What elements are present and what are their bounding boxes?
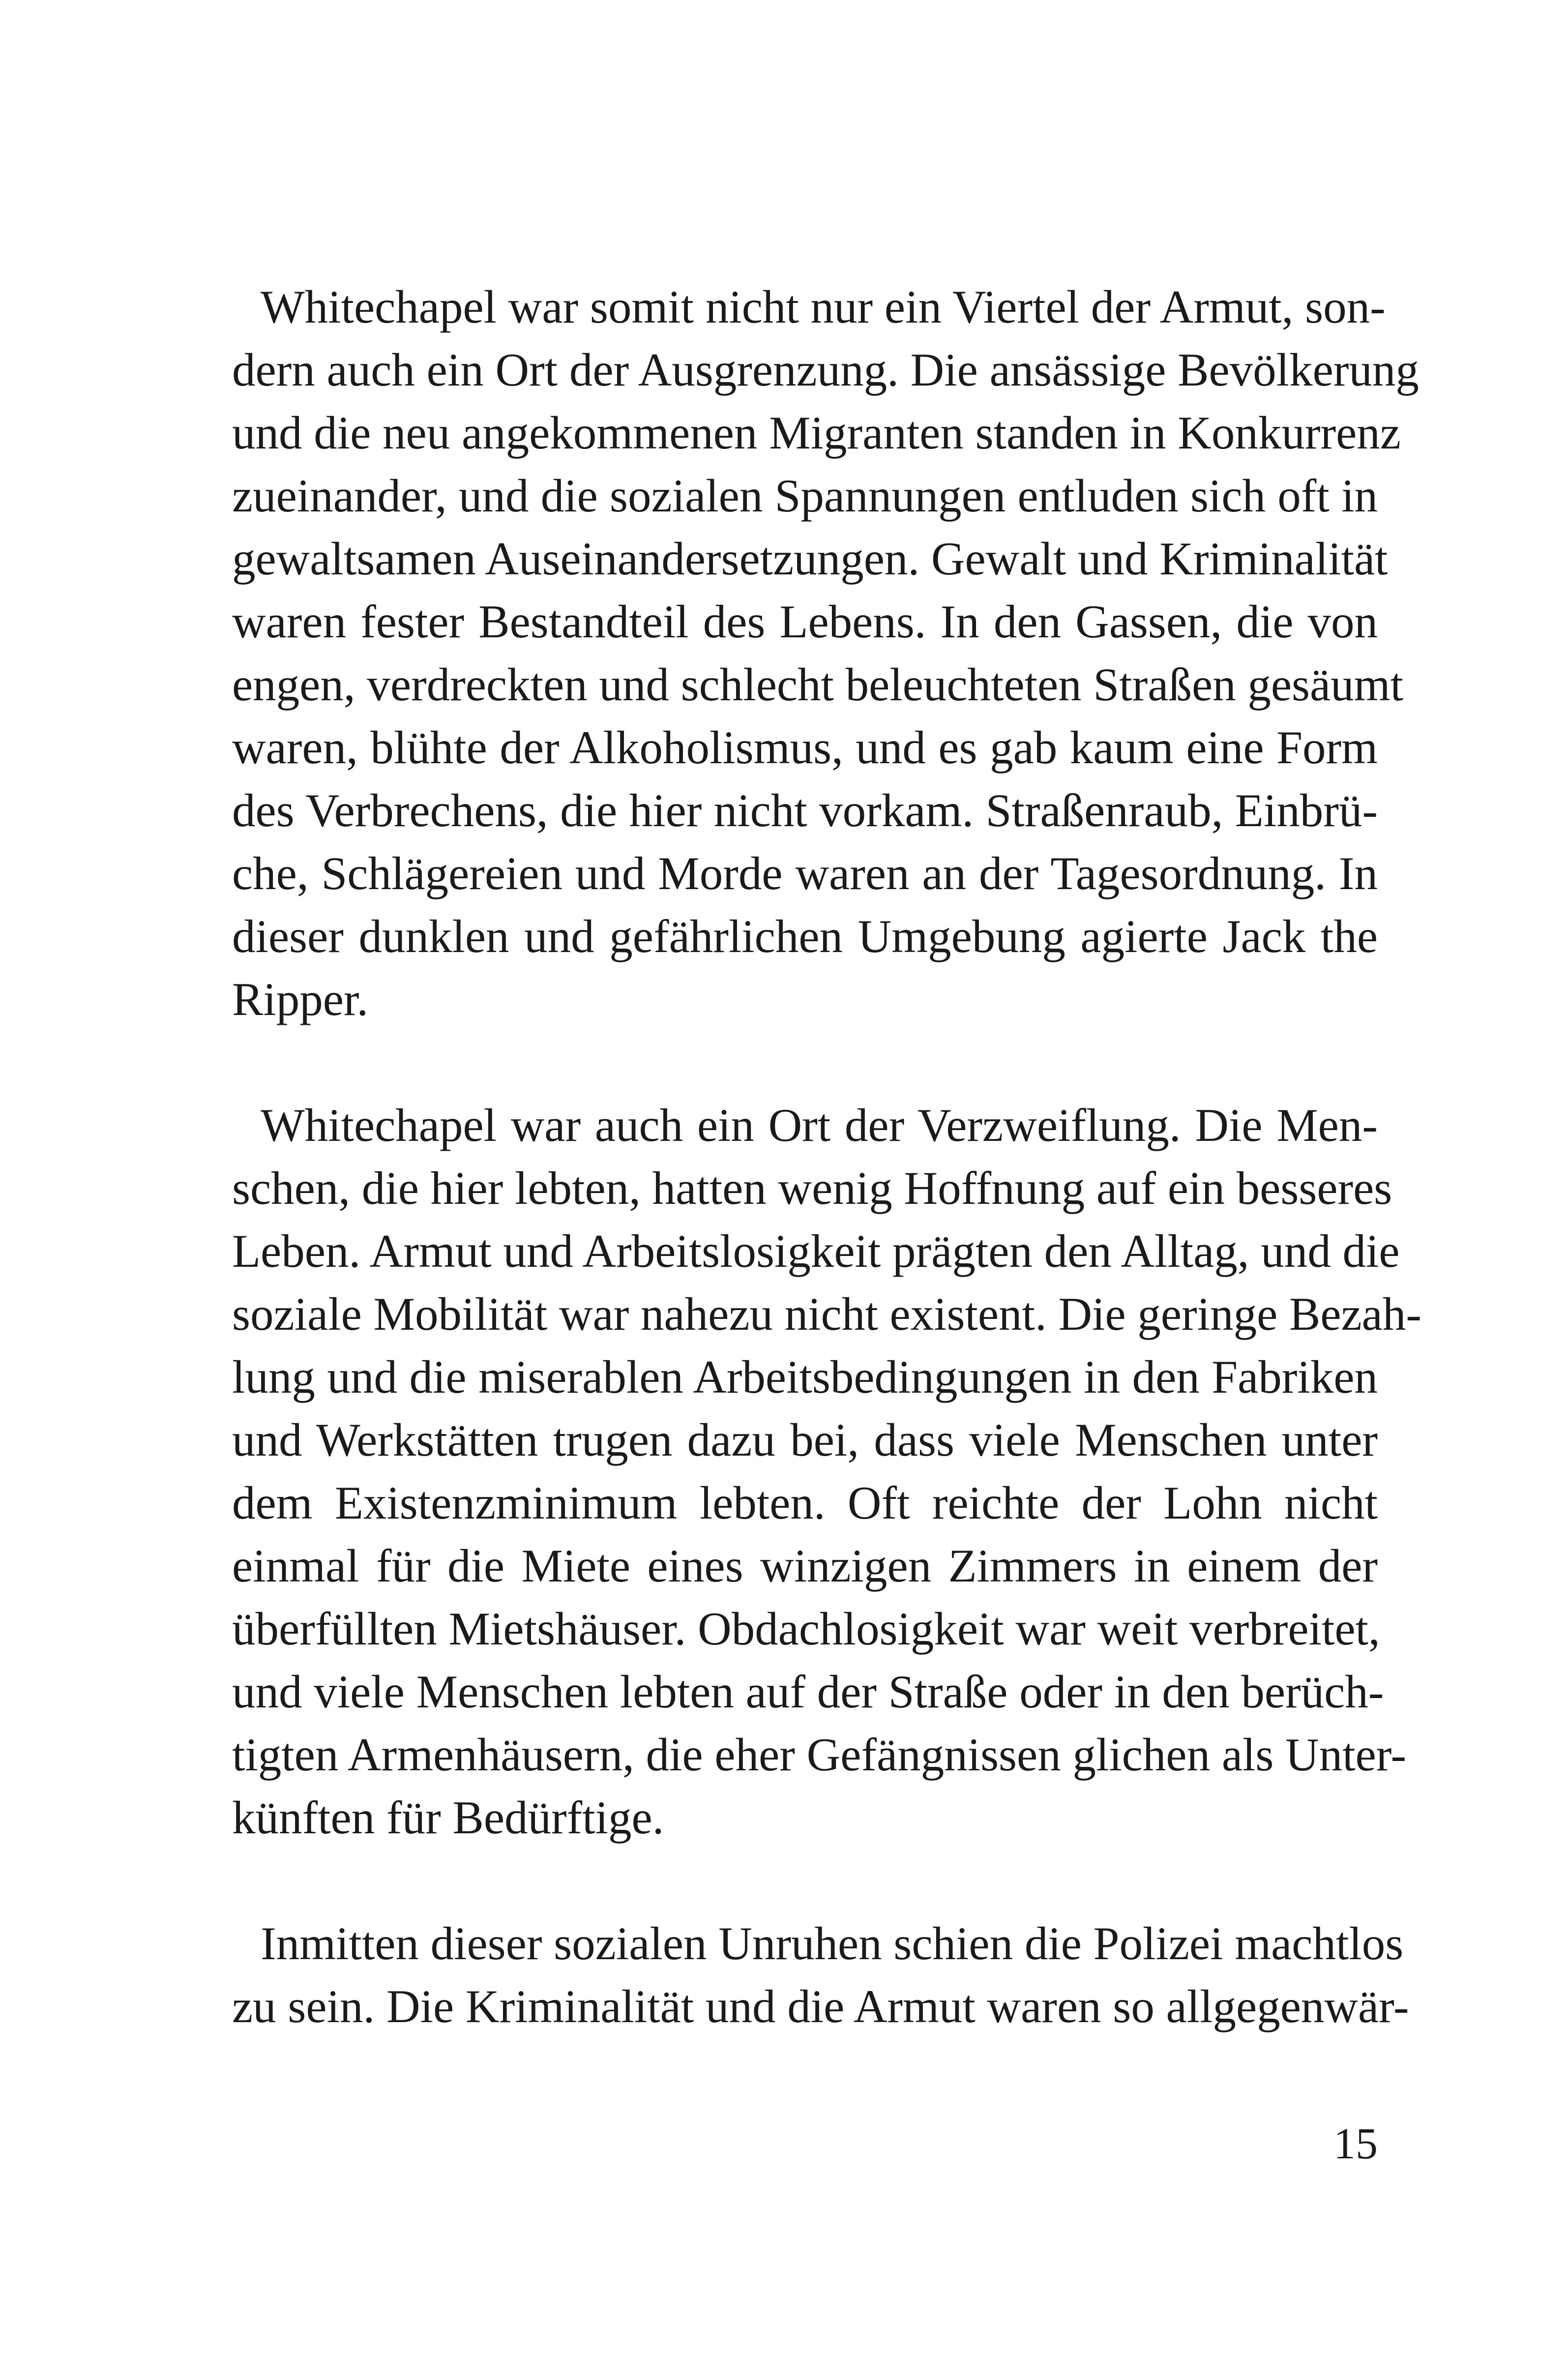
text-line: Whitechapel war somit nicht nur ein Viertel der Armut, son- xyxy=(261,281,1386,333)
text-line: dern auch ein Ort der Ausgrenzung. Die ansässige Bevölkerung xyxy=(232,344,1419,396)
text-line: waren fester Bestandteil des Lebens. In den Gassen, die von xyxy=(232,596,1378,648)
text-line: Leben. Armut und Arbeitslosigkeit prägten den Alltag, und die xyxy=(232,1225,1400,1277)
page-number: 15 xyxy=(1333,2119,1378,2168)
text-line: zueinander, und die sozialen Spannungen entluden sich oft in xyxy=(232,470,1378,522)
text-line: Inmitten dieser sozialen Unruhen schien die Polizei machtlos xyxy=(261,1917,1404,1970)
text-line: dieser dunklen und gefährlichen Umgebung agierte Jack the xyxy=(232,910,1378,962)
paragraph-gap xyxy=(232,1849,1378,1912)
text-line: che, Schlägereien und Morde waren an der Tagesordnung. In xyxy=(232,847,1378,899)
text-line: und Werkstätten trugen dazu bei, dass viele Menschen unter xyxy=(232,1414,1378,1466)
text-line: gewaltsamen Auseinandersetzungen. Gewalt und Kriminalität xyxy=(232,533,1388,585)
text-line: engen, verdreckten und schlecht beleuchteten Straßen gesäumt xyxy=(232,658,1403,711)
text-line: tigten Armenhäusern, die eher Gefängnissen glichen als Unter- xyxy=(232,1729,1407,1781)
text-line: und die neu angekommenen Migranten standen in Konkurrenz xyxy=(232,407,1401,459)
text-line: überfüllten Mietshäuser. Obdachlosigkeit war weit verbreitet, xyxy=(232,1603,1380,1655)
text-line: zu sein. Die Kriminalität und die Armut waren so allgegenwär- xyxy=(232,1980,1409,2032)
text-line: und viele Menschen lebten auf der Straße oder in den berüch- xyxy=(232,1666,1384,1718)
text-line: einmal für die Miete eines winzigen Zimmers in einem der xyxy=(232,1540,1378,1592)
body-text xyxy=(232,275,1421,2038)
text-line: des Verbrechens, die hier nicht vorkam. Straßenraub, Einbrü- xyxy=(232,784,1378,836)
text-line: schen, die hier lebten, hatten wenig Hoffnung auf ein besseres xyxy=(232,1162,1392,1214)
text-line: künften für Bedürftige. xyxy=(232,1791,664,1844)
paragraph-gap xyxy=(232,1031,1378,1094)
text-line: dem Existenzminimum lebten. Oft reichte der Lohn nicht xyxy=(232,1477,1378,1529)
text-line: waren, blühte der Alkoholismus, und es gab kaum eine Form xyxy=(232,721,1378,774)
text-line: soziale Mobilität war nahezu nicht existent. Die geringe Bezah- xyxy=(232,1288,1421,1340)
text-line: Ripper. xyxy=(232,973,369,1025)
text-line: lung und die miserablen Arbeitsbedingungen in den Fabriken xyxy=(232,1351,1378,1403)
text-line: Whitechapel war auch ein Ort der Verzweiflung. Die Men- xyxy=(261,1099,1378,1151)
